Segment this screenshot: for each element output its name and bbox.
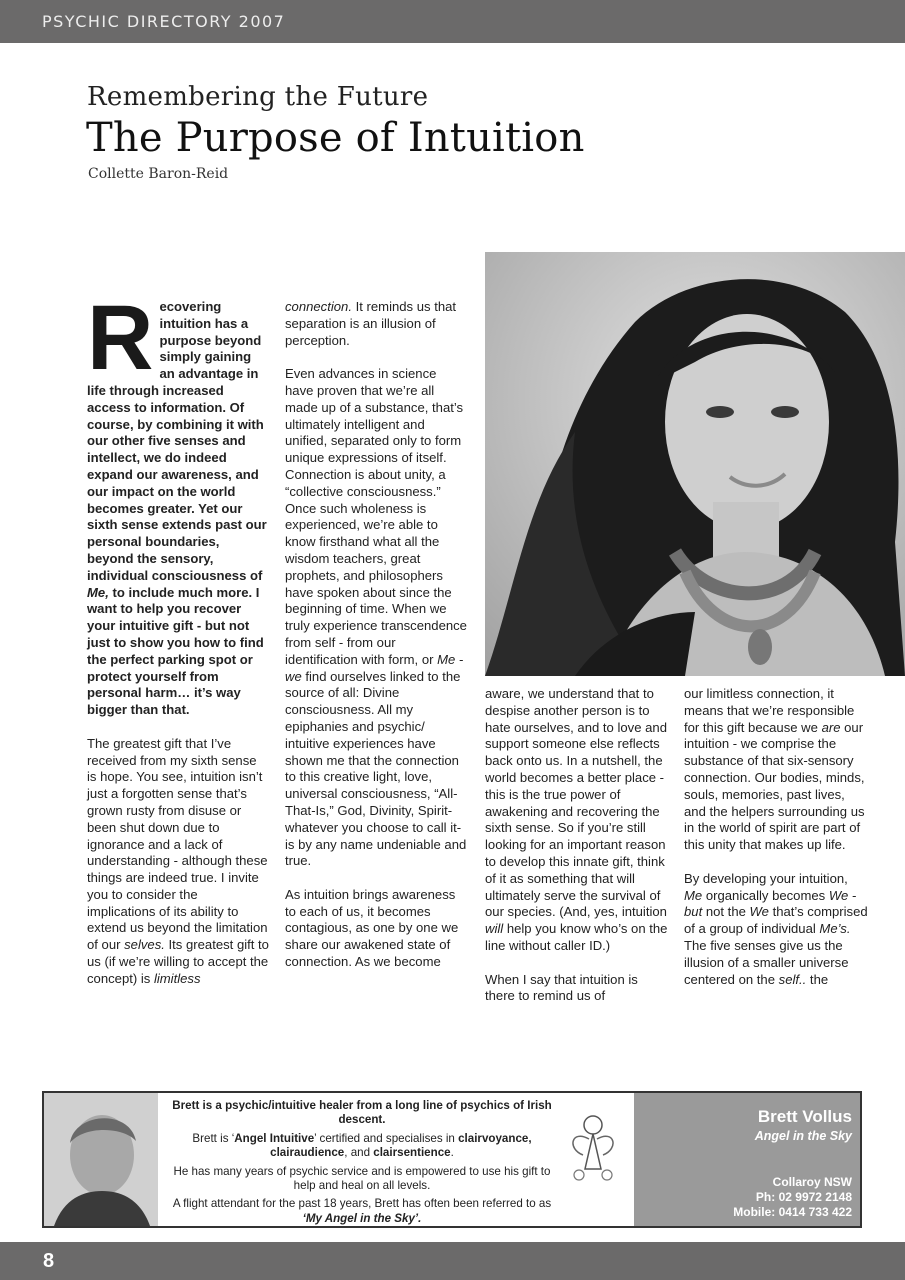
bottom-footer-bar — [0, 1242, 905, 1280]
body-paragraph: connection. It reminds us that separation is an illusion of perception. — [285, 299, 457, 348]
advertiser-location: Collaroy NSW — [772, 1175, 852, 1189]
advertiser-photo — [44, 1093, 158, 1226]
article-author: Collette Baron-Reid — [88, 166, 229, 182]
ad-description — [162, 1099, 562, 1228]
article-kicker: Remembering the Future — [87, 82, 429, 112]
advertiser-name: Brett Vollus — [757, 1107, 852, 1126]
page-number: 8 — [43, 1250, 55, 1272]
lede-paragraph: Recovering intuition has a purpose beyond simply gaining an advantage in life through increased access to information. Of course, by combining it with our other five senses and intellect, we do indeed expand our awareness, and our impact on the world becomes greater. Yet our sixth sense extends past our personal boundaries, beyond the sensory, individual consciousness of Me, to include much more. I want to help you recover your intuitive gift - but not just to show you how to find the perfect parking spot or protect yourself from personal harm… it’s way bigger than that. — [87, 287, 267, 718]
publication-title: PSYCHIC DIRECTORY 2007 — [42, 12, 286, 31]
portrait-illustration — [485, 252, 905, 676]
advertiser-contact — [733, 1175, 852, 1220]
ad-line-3: He has many years of psychic service and is empowered to use his gift to help and heal on all levels. — [173, 1164, 551, 1193]
article-column-1 — [87, 287, 269, 1004]
article-column-3 — [485, 686, 670, 1022]
drop-cap: R — [87, 287, 154, 389]
advertiser-phone: Ph: 02 9972 2148 — [755, 1190, 852, 1204]
article-column-2 — [285, 299, 467, 988]
article-column-4 — [684, 686, 869, 1005]
top-header-bar — [0, 0, 905, 43]
ad-line-2: Brett is ‘Angel Intuitive’ certified and specialises in clairvoyance, clairaudience, and clairsentience. — [192, 1131, 532, 1160]
advertisement-box — [42, 1091, 862, 1228]
advertiser-mobile: Mobile: 0414 733 422 — [733, 1205, 852, 1219]
ad-line-1: Brett is a psychic/intuitive healer from a long line of psychics of Irish descent. — [172, 1099, 552, 1127]
article-title: The Purpose of Intuition — [86, 115, 585, 161]
body-paragraph: By developing your intuition, Me organically becomes We - but not the We that’s comprised of a group of individual Me’s. The five senses give us the illusion of a smaller universe centered on the self.. the — [684, 870, 868, 987]
body-paragraph: The greatest gift that I’ve received from my sixth sense is hope. You see, intuition isn’t just a forgotten sense that’s grown rusty from disuse or been shut down due to ignorance and a lack of understanding - although these things are indeed true. I invite you to consider the implications of its ability to extend us beyond the limitation of our selves. Its greatest gift to us (if we’re willing to accept the concept) is limitless — [87, 735, 269, 986]
ad-line-5: ‘My Angel in the Sky’. — [302, 1211, 422, 1225]
body-paragraph: When I say that intuition is there to remind us of — [485, 971, 638, 1004]
ad-line-4: A flight attendant for the past 18 years, Brett has often been referred to as — [172, 1197, 552, 1211]
angel-icon — [563, 1109, 623, 1187]
body-paragraph: aware, we understand that to despise another person is to hate ourselves, and to love and support someone else reflects back onto us. In a nutshell, the world becomes a better place - this is the true power of awakening and recovering the sixth sense. So if you’re still looking for an important reason to develop this innate gift, think of it as something that will ultimately serve the survival of our species. (And, yes, intuition will help you know who’s on the line without caller ID.) — [485, 686, 668, 953]
body-paragraph: our limitless connection, it means that we’re responsible for this gift because we are our intuition - we comprise the substance of that six-sensory connection. Our bodies, minds, souls, memories, past lives, and the helpers surrounding us in the world of spirit are part of this unity that makes up life. — [684, 686, 865, 853]
body-paragraph: As intuition brings awareness to each of us, it becomes contagious, as one by one we share our awakened state of connection. As we become — [285, 886, 459, 970]
body-paragraph: Even advances in science have proven that we’re all made up of a substance, that’s ultimately intelligent and unified, separated only to form unique expressions of itself. Connection is about unity, a “collective consciousness.” Once such wholeness is experienced, we’re able to know firsthand what all the wisdom teachers, great prophets, and philosophers have spoken about since the beginning of time. When we truly experience transcendence from self - from our identification with form, or Me - we find ourselves linked to the source of all: Divine consciousness. All my epiphanies and psychic/ intuitive experiences have shown me that the connection to this creative light, love, universal consciousness, “All-That-Is,” God, Divinity, Spirit-whatever you choose to call it-is by any name undeniable and true. — [285, 366, 467, 869]
advertiser-portrait — [44, 1093, 158, 1226]
ad-contact-panel — [634, 1093, 860, 1226]
advertiser-tagline: Angel in the Sky — [754, 1129, 852, 1143]
author-portrait-photo — [485, 252, 905, 676]
